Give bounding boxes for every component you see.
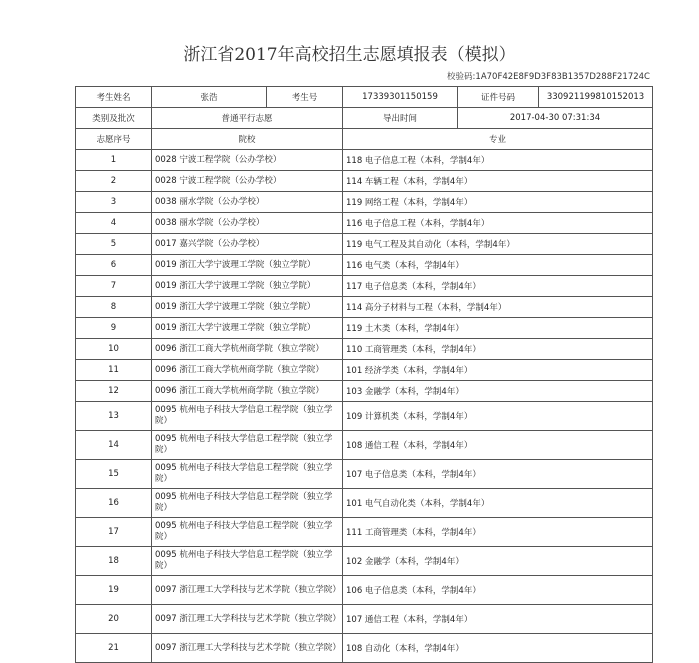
major-cell: 101 电气自动化类（本科，学制4年） <box>343 489 653 518</box>
column-header-school: 院校 <box>152 129 343 150</box>
preference-number: 20 <box>76 605 152 634</box>
table-row <box>76 297 653 318</box>
category-value: 普通平行志愿 <box>152 108 343 129</box>
school-cell: 0097 浙江理工大学科技与艺术学院（独立学院） <box>152 576 343 605</box>
preference-number: 16 <box>76 489 152 518</box>
category-label: 类别及批次 <box>76 108 152 129</box>
preference-number: 3 <box>76 192 152 213</box>
preference-number: 15 <box>76 460 152 489</box>
table-row <box>76 150 653 171</box>
major-cell: 114 车辆工程（本科，学制4年） <box>343 171 653 192</box>
preference-number: 2 <box>76 171 152 192</box>
major-cell: 103 金融学（本科，学制4年） <box>343 381 653 402</box>
school-cell: 0028 宁波工程学院（公办学校） <box>152 150 343 171</box>
preference-number: 11 <box>76 360 152 381</box>
major-cell: 107 电子信息类（本科，学制4年） <box>343 460 653 489</box>
major-cell: 102 金融学（本科，学制4年） <box>343 547 653 576</box>
table-row <box>76 234 653 255</box>
table-row <box>76 431 653 460</box>
table-row <box>76 381 653 402</box>
preference-number: 10 <box>76 339 152 360</box>
school-cell: 0095 杭州电子科技大学信息工程学院（独立学院） <box>152 460 343 489</box>
table-row <box>76 605 653 634</box>
school-cell: 0038 丽水学院（公办学校） <box>152 192 343 213</box>
table-row <box>76 276 653 297</box>
major-cell: 110 工商管理类（本科，学制4年） <box>343 339 653 360</box>
column-header-row <box>76 129 653 150</box>
school-cell: 0096 浙江工商大学杭州商学院（独立学院） <box>152 381 343 402</box>
id-number-label: 证件号码 <box>458 87 539 108</box>
major-cell: 109 计算机类（本科，学制4年） <box>343 402 653 431</box>
exam-number-label: 考生号 <box>267 87 343 108</box>
major-cell: 106 电子信息类（本科，学制4年） <box>343 576 653 605</box>
table-row <box>76 547 653 576</box>
table-row <box>76 255 653 276</box>
school-cell: 0097 浙江理工大学科技与艺术学院（独立学院） <box>152 605 343 634</box>
preference-number: 19 <box>76 576 152 605</box>
exam-number-value: 17339301150159 <box>343 87 458 108</box>
table-row <box>76 318 653 339</box>
header-row-batch <box>76 108 653 129</box>
preference-number: 17 <box>76 518 152 547</box>
column-header-major: 专业 <box>343 129 653 150</box>
preference-number: 5 <box>76 234 152 255</box>
id-number-value: 330921199810152013 <box>539 87 653 108</box>
major-cell: 118 电子信息工程（本科，学制4年） <box>343 150 653 171</box>
school-cell: 0095 杭州电子科技大学信息工程学院（独立学院） <box>152 431 343 460</box>
table-row <box>76 402 653 431</box>
major-cell: 107 通信工程（本科，学制4年） <box>343 605 653 634</box>
preference-number: 9 <box>76 318 152 339</box>
table-row <box>76 192 653 213</box>
preference-number: 14 <box>76 431 152 460</box>
export-time-label: 导出时间 <box>343 108 458 129</box>
application-form-table <box>75 86 653 663</box>
header-row-candidate <box>76 87 653 108</box>
table-row <box>76 460 653 489</box>
major-cell: 116 电气类（本科，学制4年） <box>343 255 653 276</box>
school-cell: 0096 浙江工商大学杭州商学院（独立学院） <box>152 339 343 360</box>
table-row <box>76 171 653 192</box>
table-row <box>76 360 653 381</box>
preference-number: 6 <box>76 255 152 276</box>
school-cell: 0019 浙江大学宁波理工学院（独立学院） <box>152 276 343 297</box>
table-row <box>76 489 653 518</box>
school-cell: 0028 宁波工程学院（公办学校） <box>152 171 343 192</box>
table-row <box>76 634 653 663</box>
school-cell: 0095 杭州电子科技大学信息工程学院（独立学院） <box>152 489 343 518</box>
major-cell: 119 网络工程（本科，学制4年） <box>343 192 653 213</box>
preference-number: 21 <box>76 634 152 663</box>
school-cell: 0019 浙江大学宁波理工学院（独立学院） <box>152 297 343 318</box>
column-header-order: 志愿序号 <box>76 129 152 150</box>
major-cell: 108 自动化（本科，学制4年） <box>343 634 653 663</box>
school-cell: 0017 嘉兴学院（公办学校） <box>152 234 343 255</box>
preference-number: 8 <box>76 297 152 318</box>
checksum-code: 校验码:1A70F42E8F9D3F83B1357D288F21724C <box>447 72 650 82</box>
school-cell: 0095 杭州电子科技大学信息工程学院（独立学院） <box>152 547 343 576</box>
preference-number: 4 <box>76 213 152 234</box>
preference-number: 7 <box>76 276 152 297</box>
preference-number: 13 <box>76 402 152 431</box>
preference-number: 1 <box>76 150 152 171</box>
major-cell: 117 电子信息类（本科，学制4年） <box>343 276 653 297</box>
school-cell: 0095 杭州电子科技大学信息工程学院（独立学院） <box>152 518 343 547</box>
name-value: 张浩 <box>152 87 267 108</box>
school-cell: 0097 浙江理工大学科技与艺术学院（独立学院） <box>152 634 343 663</box>
table-row <box>76 518 653 547</box>
page-title: 浙江省2017年高校招生志愿填报表（模拟） <box>183 45 516 65</box>
major-cell: 114 高分子材料与工程（本科，学制4年） <box>343 297 653 318</box>
name-label: 考生姓名 <box>76 87 152 108</box>
major-cell: 119 土木类（本科，学制4年） <box>343 318 653 339</box>
export-time-value: 2017-04-30 07:31:34 <box>458 108 653 129</box>
school-cell: 0096 浙江工商大学杭州商学院（独立学院） <box>152 360 343 381</box>
table-row <box>76 576 653 605</box>
major-cell: 101 经济学类（本科，学制4年） <box>343 360 653 381</box>
table-row <box>76 213 653 234</box>
major-cell: 119 电气工程及其自动化（本科，学制4年） <box>343 234 653 255</box>
school-cell: 0019 浙江大学宁波理工学院（独立学院） <box>152 255 343 276</box>
school-cell: 0095 杭州电子科技大学信息工程学院（独立学院） <box>152 402 343 431</box>
school-cell: 0038 丽水学院（公办学校） <box>152 213 343 234</box>
preference-number: 18 <box>76 547 152 576</box>
preference-number: 12 <box>76 381 152 402</box>
school-cell: 0019 浙江大学宁波理工学院（独立学院） <box>152 318 343 339</box>
major-cell: 111 工商管理类（本科，学制4年） <box>343 518 653 547</box>
major-cell: 116 电子信息工程（本科，学制4年） <box>343 213 653 234</box>
major-cell: 108 通信工程（本科，学制4年） <box>343 431 653 460</box>
table-row <box>76 339 653 360</box>
